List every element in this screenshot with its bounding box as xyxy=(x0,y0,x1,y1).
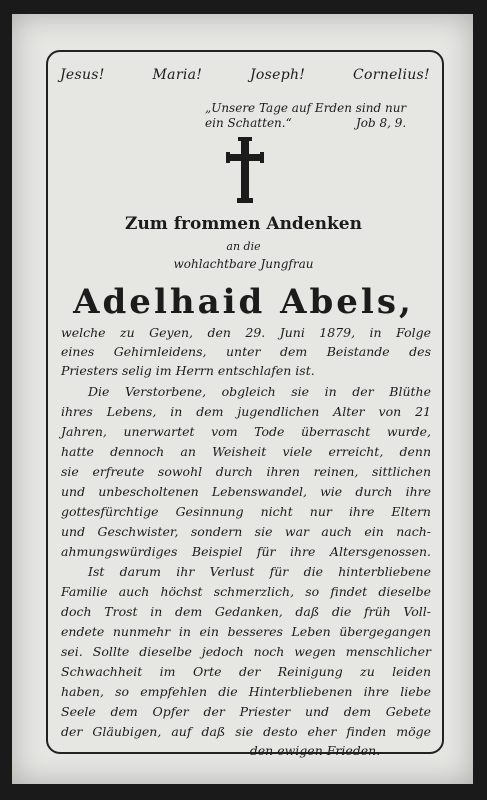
body-line: gottesfürchtige Gesinnung nicht nur ihre Eltern xyxy=(61,504,431,519)
quote-line-1: „Unsere Tage auf Erden sind nur xyxy=(205,101,407,115)
body-line: Die Verstorbene, obgleich sie in der Blüthe xyxy=(88,384,431,399)
body-line: hatte dennoch an Weisheit viele erreicht, denn xyxy=(61,444,431,459)
quote-line-2: ein Schatten.“ xyxy=(205,116,292,130)
invocation-cornelius: Cornelius! xyxy=(353,67,430,83)
body-line: welche zu Geyen, den 29. Juni 1879, in Folge xyxy=(61,325,431,340)
body-line: Schwachheit im Orte der Reinigung zu leiden xyxy=(61,664,431,679)
body-line: endete nunmehr in ein besseres Leben übergegangen xyxy=(61,624,431,639)
body-line: Familie auch höchst schmerzlich, so findet dieselbe xyxy=(61,584,431,599)
body-line: Ist darum ihr Verlust für die hinterbliebene xyxy=(88,564,431,579)
body-line: Seele dem Opfer der Priester und dem Gebete xyxy=(61,704,431,719)
body-line: doch Trost in dem Gedanken, daß die früh Voll- xyxy=(61,604,431,619)
body-line: und Geschwister, sondern sie war auch ein nach- xyxy=(61,524,431,539)
invocation-maria: Maria! xyxy=(152,67,203,83)
body-line: Priesters selig im Herrn entschlafen ist. xyxy=(61,363,315,378)
quote-reference: Job 8, 9. xyxy=(356,116,407,130)
body-line: ahmungswürdiges Beispiel für ihre Altersgenossen. xyxy=(61,544,431,559)
invocation-joseph: Joseph! xyxy=(250,67,306,83)
title-text: wohlachtbare Jungfrau xyxy=(173,257,314,271)
body-line: Jahren, unerwartet vom Tode überrascht wurde, xyxy=(61,424,431,439)
an-die-text: an die xyxy=(226,240,261,253)
body-line: sie erfreute sowohl durch ihren reinen, sittlichen xyxy=(61,464,431,479)
body-line: ihres Lebens, in dem jugendlichen Alter von 21 xyxy=(61,404,431,419)
deceased-name: Adelhaid Abels, xyxy=(73,282,414,322)
body-line: haben, so empfehlen die Hinterbliebenen ihre liebe xyxy=(61,684,431,699)
latin-cross-icon xyxy=(225,137,265,203)
invocation-line xyxy=(60,67,430,83)
invocation-jesus: Jesus! xyxy=(60,67,105,83)
body-line: eines Gehirnleidens, unter dem Beistande des xyxy=(61,344,431,359)
body-line: sei. Sollte dieselbe jedoch noch wegen menschlicher xyxy=(61,644,431,659)
memorial-heading: Zum frommen Andenken xyxy=(125,214,362,234)
body-line: der Gläubigen, auf daß sie desto eher finden möge xyxy=(61,724,431,739)
closing-line: den ewigen Frieden. xyxy=(249,743,381,758)
body-line: und unbescholtenen Lebenswandel, wie durch ihre xyxy=(61,484,431,499)
